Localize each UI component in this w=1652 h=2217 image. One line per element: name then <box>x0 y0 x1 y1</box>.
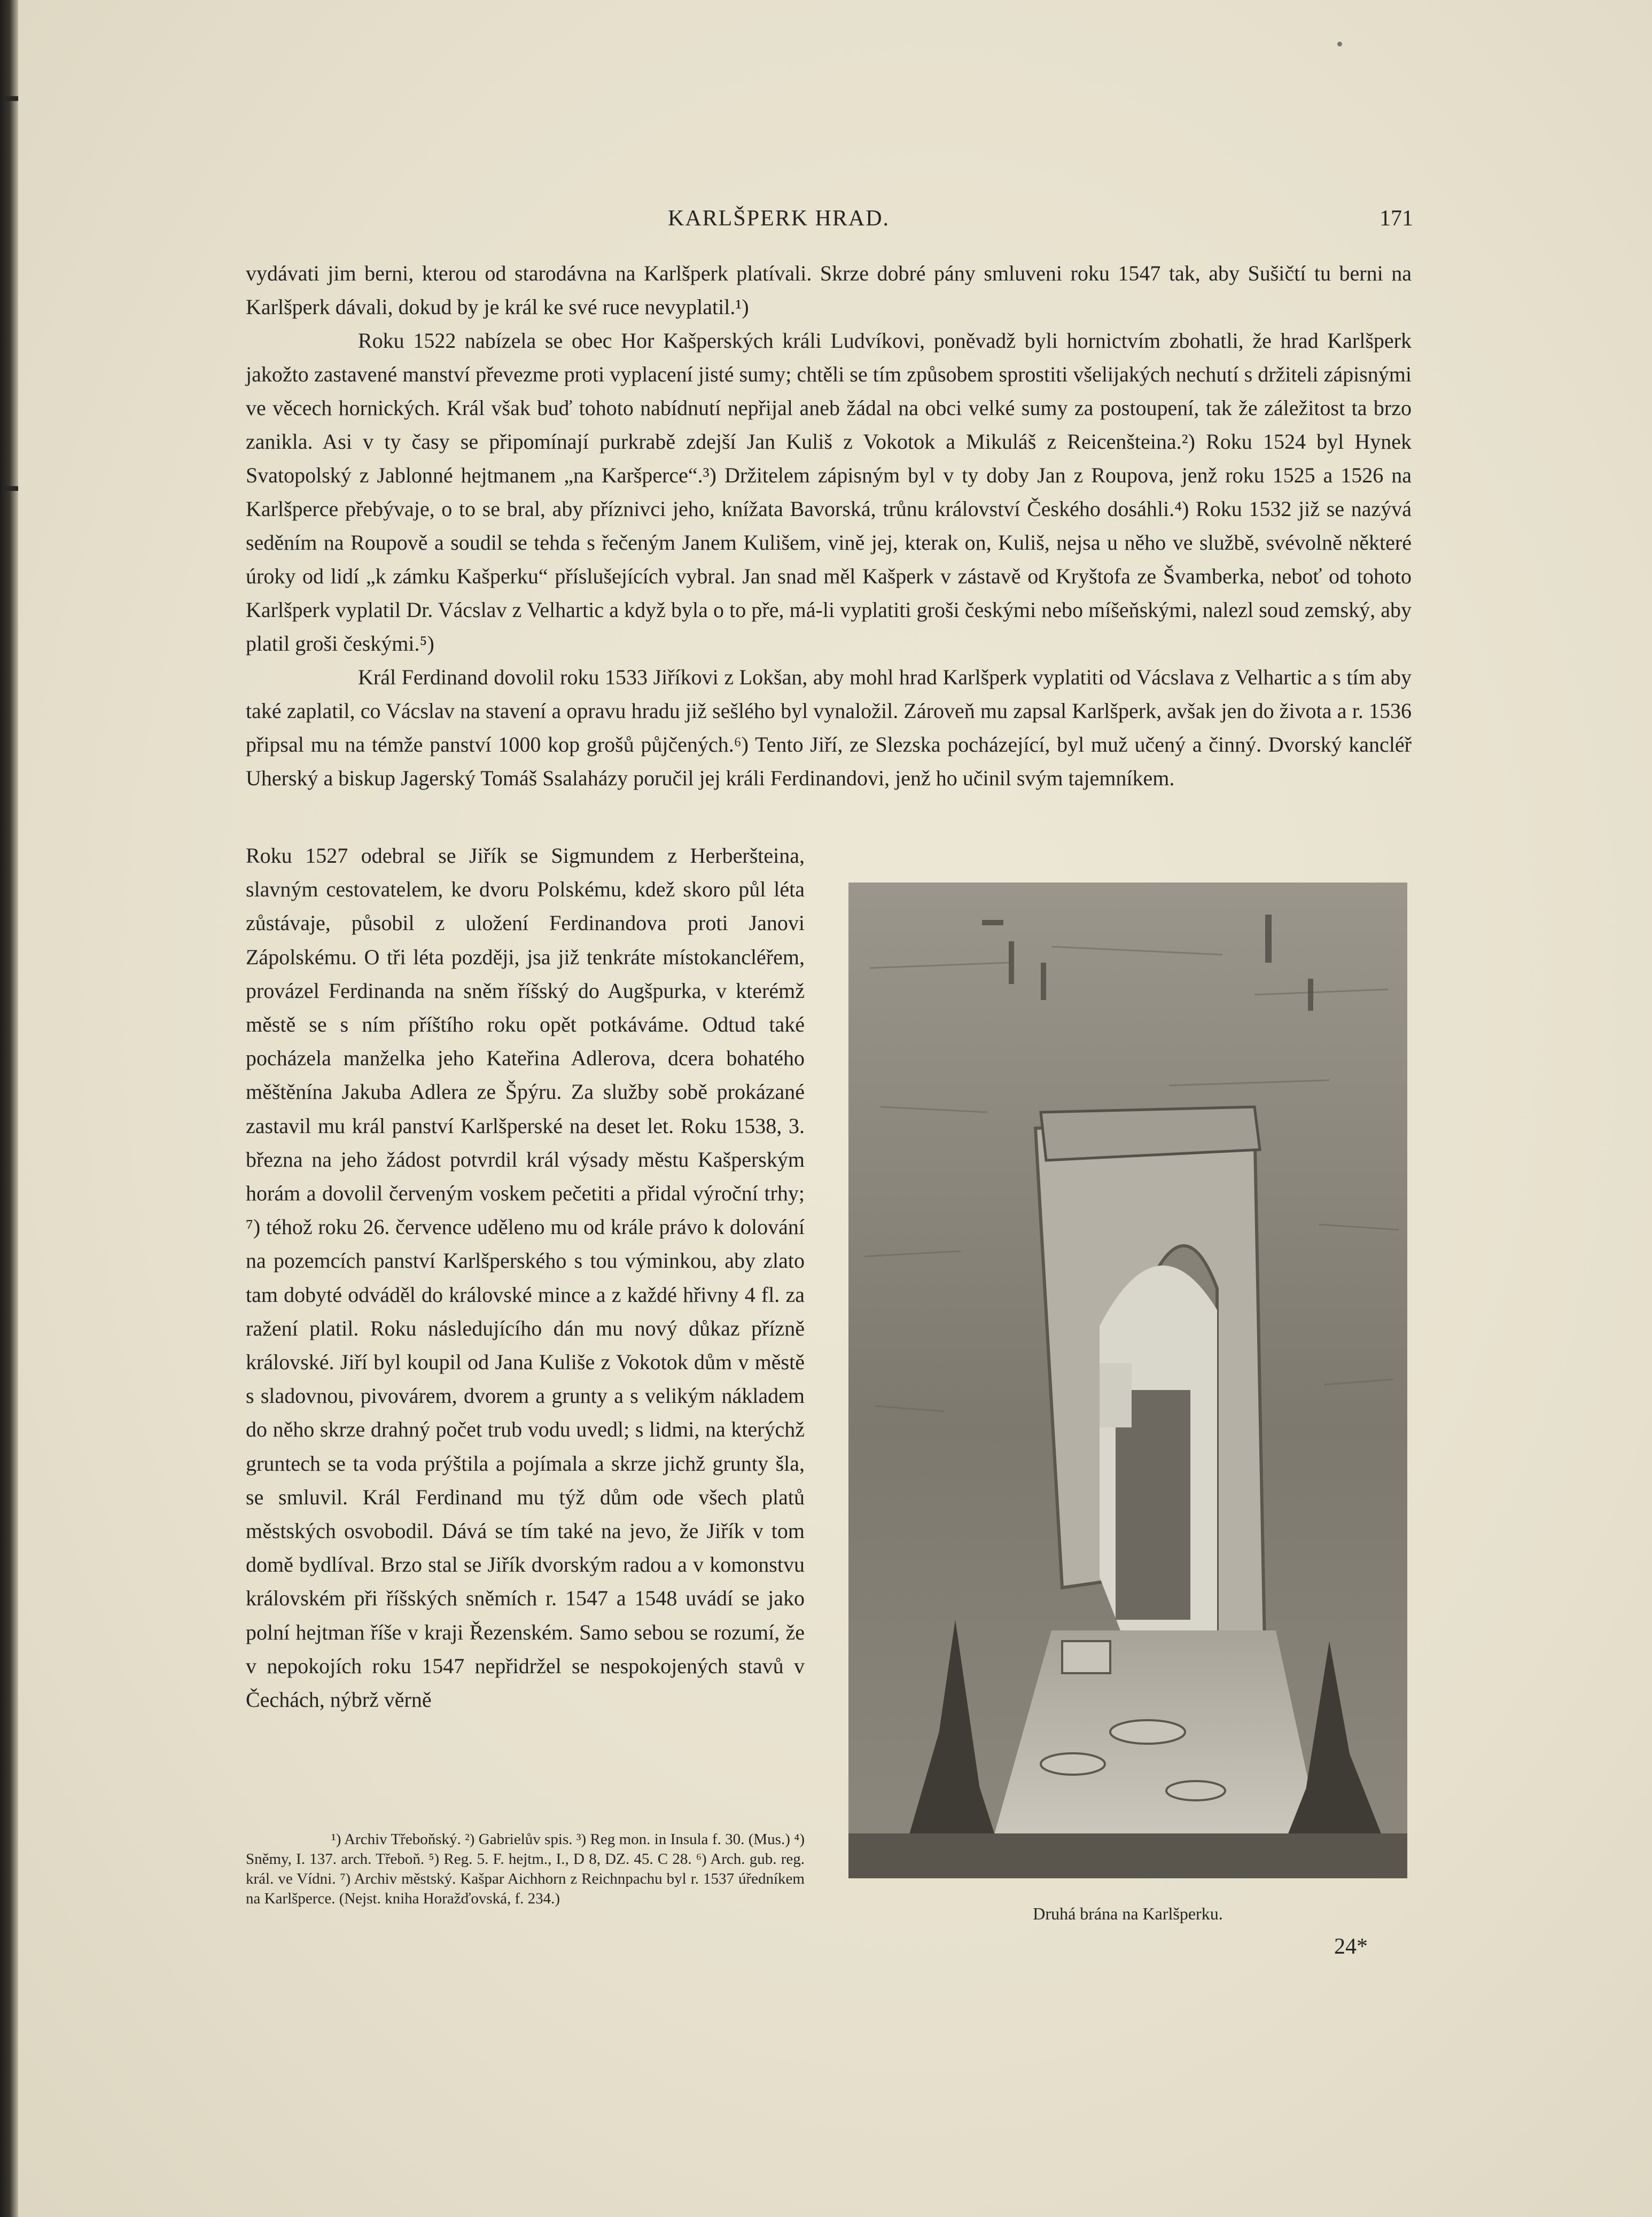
paragraph-1: vydávati jim berni, kterou od starodávna na Karlšperk platívali. Skrze dobré pány smluveni roku 1547 tak, aby Sušičtí tu berni na Karlšperk dávali, dokud by je král ke své ruce nevyplatil.¹) <box>246 261 1412 319</box>
binding-mark <box>4 486 18 491</box>
footnote-text: ¹) Archiv Třeboňský. ²) Gabrielův spis. ³) Reg mon. in Insula f. 30. (Mus.) ⁴) Sněmy, I. 137. arch. Třeboň. ⁵) Reg. 5. F. hejtm., I., D 8, DZ. 45. C 28. ⁶) Arch. gub. reg. král. ve Vídni. ⁷) Archiv městský. Kašpar Aichhorn z Reichnpachu byl r. 1537 úředníkem na Karlšperce. (Nejst. kniha Horažďovská, f. 234.) <box>246 1831 805 1907</box>
book-binding-edge <box>0 0 18 2217</box>
figure-caption: Druhá brána na Karlšperku. <box>1033 1904 1223 1923</box>
page-number: 171 <box>1380 206 1413 231</box>
running-title: KARLŠPERK HRAD. <box>668 206 890 231</box>
main-text-full-width <box>246 256 1412 795</box>
main-text-column <box>246 839 805 1716</box>
paragraph-3: Král Ferdinand dovolil roku 1533 Jiříkovi z Lokšan, aby mohl hrad Karlšperk vyplatiti od Vácslava z Velhartic a s tím aby také zaplatil, co Vácslav na stavení a opravu hradu již sešlého byl vynaložil. Zároveň mu zapsal Karlšperk, avšak jen do života a r. 1536 připsal mu na témže panství 1000 kop grošů půjčených.⁶) Tento Jiří, ze Slezska pocházející, byl muž učený a činný. Dvorský kancléř Uherský a biskup Jagerský Tomáš Ssalaházy poručil jej králi Ferdinandovi, jenž ho učinil svým tajemníkem. <box>246 665 1412 790</box>
footnotes <box>246 1830 805 1909</box>
gate-illustration <box>848 883 1407 1878</box>
printer-signature-mark: 24* <box>1334 1934 1368 1959</box>
paper-speck <box>1337 42 1342 46</box>
paragraph-4: Roku 1527 odebral se Jiřík se Sigmundem z Herberšteina, slavným cestovatelem, ke dvoru Polskému, kdež skoro půl léta zůstávaje, působil z uložení Ferdinandova proti Janovi Zápolskému. O tři léta později, jsa již tenkráte místokancléřem, provázel Ferdinanda na sněm říšský do Augšpurka, v kterémž městě se s ním příštího roku opět potkáváme. Odtud také pocházela manželka jeho Kateřina Adlerova, dcera bohatého měštěnína Jakuba Adlera ze Špýru. Za služby sobě prokázané zastavil mu král panství Karlšperské na deset let. Roku 1538, 3. března na jeho žádost potvrdil král výsady městu Kašperským horám a dovolil červeným voskem pečetiti a přidal výroční trhy; ⁷) téhož roku 26. července uděleno mu od krále právo k dolování na pozemcích panství Karlšperského s tou výminkou, aby zlato tam dobyté odváděl do královské mince a z každé hřivny 4 fl. za ražení platil. Roku následujícího dán mu nový důkaz přízně královské. Jiří byl koupil od Jana Kuliše z Vokotok dům v městě s sladovnou, pivovárem, dvorem a grunty a s velikým nákladem do něho skrze drahný počet trub vodu uvedl; s lidmi, na kterýchž gruntech se ta voda prýštila a pojímala a skrze jichž grunty šla, se smluvil. Král Ferdinand mu týž dům ode všech platů městských osvobodil. Dává se tím také na jevo, že Jiřík v tom domě bydlíval. Brzo stal se Jiřík dvorským radou a v komonstvu královském při říšských sněmích r. 1547 a 1548 uvádí se jako polní hejtman říše v kraji Řezenském. Samo sebou se rozumí, že v nepokojích roku 1547 nepřidržel se nespokojených stavů v Čechách, nýbrž věrně <box>246 844 805 1712</box>
binding-mark <box>4 96 18 101</box>
paragraph-2: Roku 1522 nabízela se obec Hor Kašperských králi Ludvíkovi, poněvadž byli hornictvím zbohatli, že hrad Karlšperk jakožto zastavené manství převezme proti vyplacení jisté sumy; chtěli se tím způsobem sprostiti všelijakých nechutí s držiteli zápisnými ve věcech hornických. Král však buď tohoto nabídnutí nepřijal aneb žádal na obci velké sumy za postoupení, tak že záležitost ta brzo zanikla. Asi v ty časy se připomínají purkrabě zdejší Jan Kuliš z Vokotok a Mikuláš z Reicenšteina.²) Roku 1524 byl Hynek Svatopolský z Jablonné hejtmanem „na Karšperce“.³) Držitelem zápisným byl v ty doby Jan z Roupova, jenž roku 1525 a 1526 na Karlšperce přebývaje, o to se bral, aby příznivci jeho, knížata Bavorská, trůnu království Českého dosáhli.⁴) Roku 1532 již se nazývá seděním na Roupově a soudil se tehda s řečeným Janem Kulišem, vině jej, kterak on, Kuliš, nejsa u něho ve službě, svévolně některé úroky od lidí „k zámku Kašperku“ příslušejících vybral. Jan snad měl Kašperk v zástavě od Kryštofa ze Švamberka, neboť od tohoto Karlšperk vyplatil Dr. Vácslav z Velhartic a když byla o to pře, má-li vyplatiti groši českými nebo míšeňskými, nalezl soud zemský, aby platil groši českými.⁵) <box>246 329 1412 655</box>
